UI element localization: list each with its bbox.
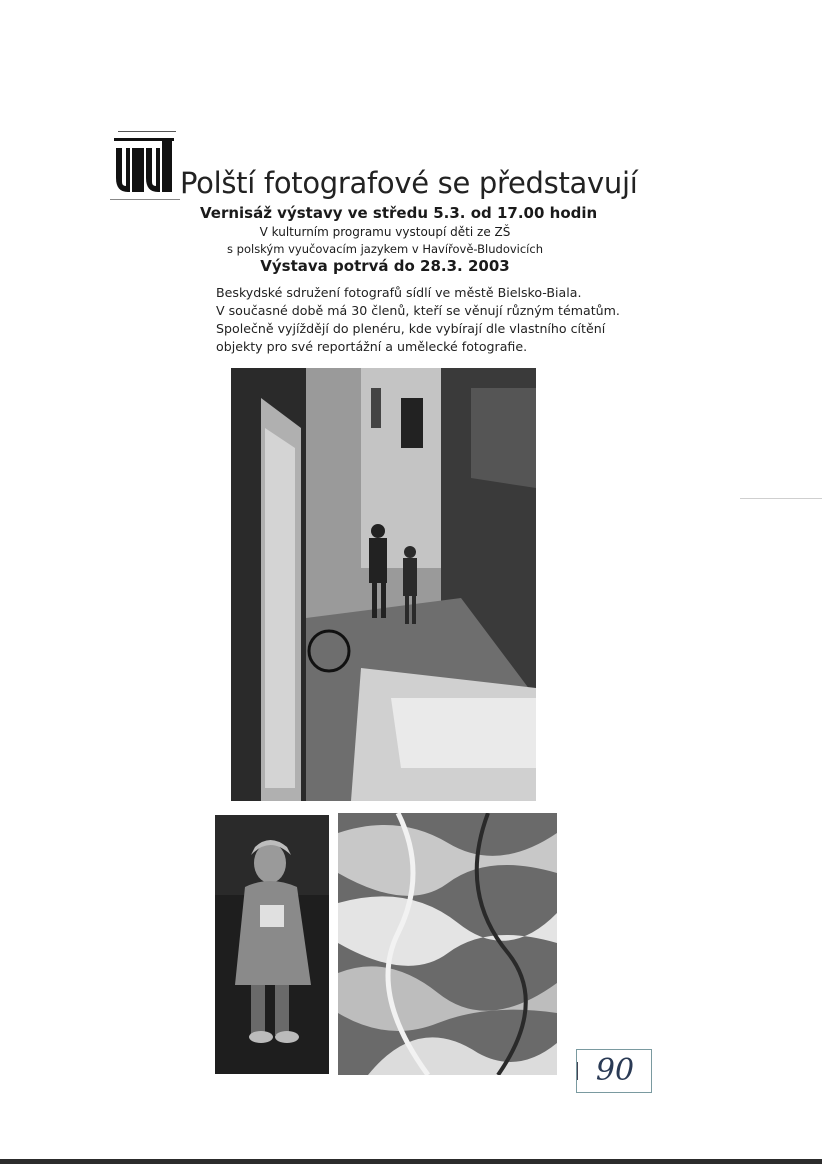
page-title: Polští fotografové se představují	[180, 166, 638, 200]
opening-info: Vernisáž výstavy ve středu 5.3. od 17.00 hodin	[200, 204, 598, 222]
photo-narrow-alley	[231, 368, 536, 801]
photo-child-portrait	[215, 815, 329, 1074]
logo-bottom-rule	[110, 199, 180, 200]
body-line: Beskydské sdružení fotografů sídlí ve městě Bielsko-Biala.	[216, 285, 582, 300]
page-number: 90	[595, 1053, 635, 1088]
exhibition-duration: Výstava potrvá do 28.3. 2003	[260, 257, 510, 275]
body-line: objekty pro své reportážní a umělecké fotografie.	[216, 339, 528, 354]
bottom-scan-edge	[0, 1159, 822, 1164]
margin-mark	[740, 498, 822, 499]
program-line-1: V kulturním programu vystoupí děti ze ZŠ	[259, 225, 511, 239]
program-line-2: s polským vyučovacím jazykem v Havířově-Bludovicích	[227, 242, 543, 256]
body-line: V současné době má 30 členů, kteří se věnují různým tématům.	[216, 303, 620, 318]
photo-abstract-dunes	[338, 813, 557, 1075]
page-number-box	[576, 1049, 652, 1093]
gallery-logo	[112, 132, 176, 198]
body-line: Společně vyjíždějí do plenéru, kde vybírají dle vlastního cítění	[216, 321, 606, 336]
logo-mark-icon	[112, 132, 176, 198]
